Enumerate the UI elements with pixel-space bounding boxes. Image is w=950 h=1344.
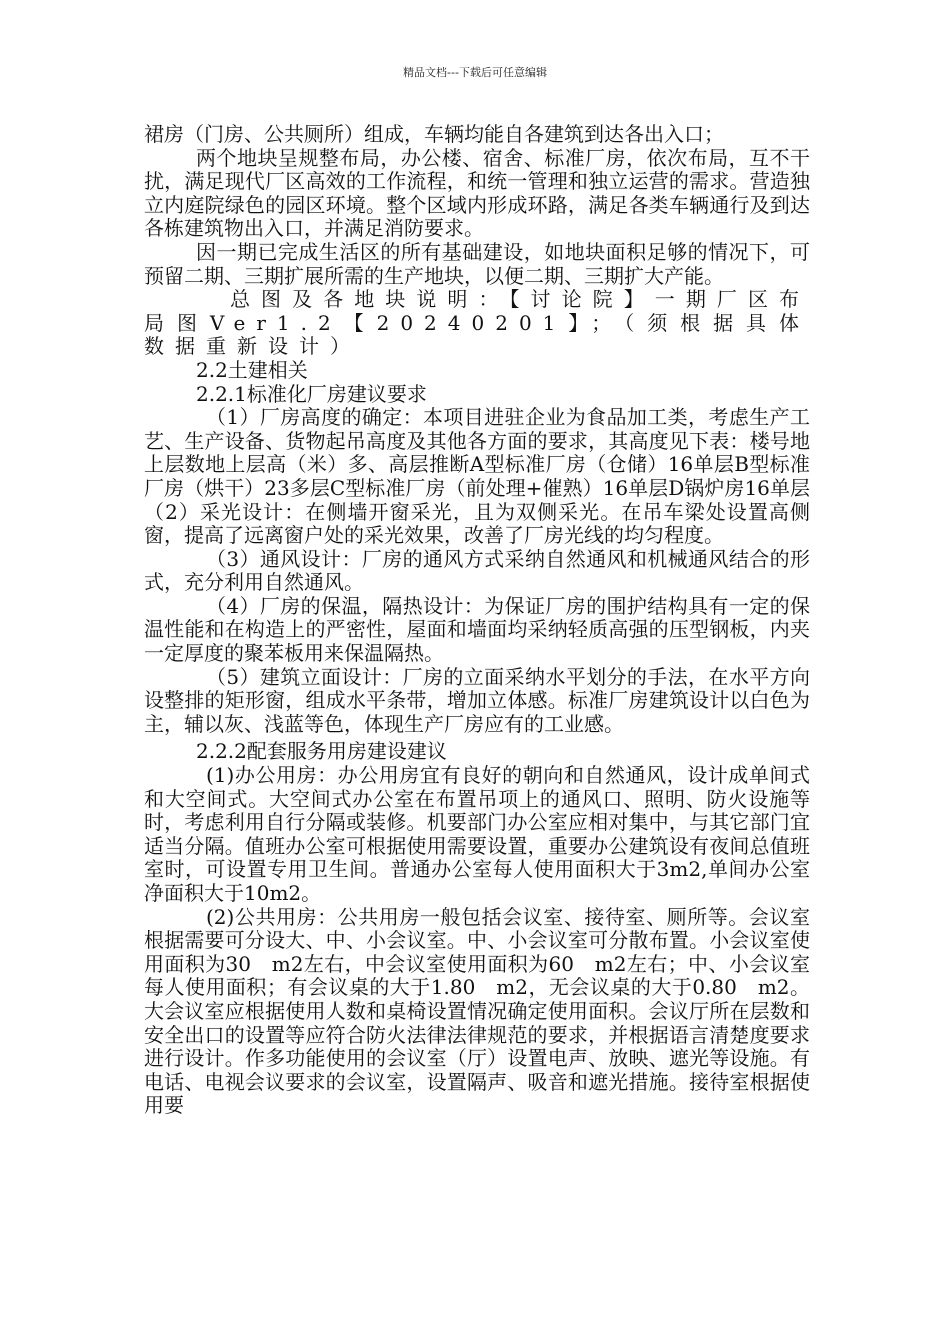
paragraph-office: (1)办公用房：办公用房宜有良好的朝向和自然通风，设计成单间式和大空间式。大空间式办公室在布置吊项上的通风口、照明、防火设施等时，考虑利用自行分隔或装修。机要部门办公室应相对集中，与其它部门宜适当分隔。值班办公室可根据使用需要设置，重要办公建筑设有夜间总值班室时，可设置专用卫生间。普通办公室每人使用面积大于3m2,单间办公室净面积大于10m2。 [144, 763, 810, 905]
section-heading-2-2: 2.2土建相关 [196, 357, 308, 382]
paragraph-public-rooms: (2)公共用房：公共用房一般包括会议室、接待室、厕所等。会议室根据需要可分设大、中、小会议室。中、小会议室可分散布置。小会议室使用面积为30 m2左右，中会议室使用面积为60 m2左右；中、小会议室每人使用面积；有会议桌的大于1.80 m2，无会议桌的大于0.80 m2。大会议室应根据使用人数和桌椅设置情况确定使用面积。会议厅所在层数和安全出口的设置等应符合防火法律法律规范的要求，并根据语言清楚度要求进行设计。作多功能使用的会议室（厅）设置电声、放映、遮光等设施。有电话、电视会议要求的会议室，设置隔声、吸音和遮光措施。接待室根据使用要 [144, 904, 810, 1118]
paragraph-site-plan-note: 总图及各地块说明：【讨论院】一期厂区布局图Ver1.2【20240201】；（须根据具体数据重新设计） [144, 287, 810, 359]
paragraph-continuation: 裙房（门房、公共厕所）组成，车辆均能自各建筑到达各出入口； [144, 122, 724, 146]
paragraph-facade: （5）建筑立面设计：厂房的立面采纳水平划分的手法，在水平方向设整排的矩形窗，组成水平条带，增加立体感。标准厂房建筑设计以白色为主，辅以灰、浅蓝等色，体现生产厂房应有的工业感。 [144, 664, 810, 736]
document-body [144, 123, 810, 1118]
paragraph-insulation: （4）厂房的保温，隔热设计：为保证厂房的围护结构具有一定的保温性能和在构造上的严密性，屋面和墙面均采纳轻质高强的压型钢板，内夹一定厚度的聚苯板用来保温隔热。 [144, 593, 810, 666]
section-heading-2-2-2: 2.2.2配套服务用房建设建议 [196, 739, 447, 764]
paragraph-ventilation: （3）通风设计：厂房的通风方式采纳自然通风和机械通风结合的形式，充分利用自然通风。 [144, 546, 810, 595]
paragraph-layout: 两个地块呈规整布局，办公楼、宿舍、标准厂房，依次布局，互不干扰，满足现代厂区高效的工作流程，和统一管理和独立运营的需求。营造独立内庭院绿色的园区环境。整个区域内形成环路，满足各类车辆通行及到达各栋建筑物出入口，并满足消防要求。 [144, 145, 810, 241]
paragraph-height-lighting: （1）厂房高度的确定：本项目进驻企业为食品加工类，考虑生产工艺、生产设备、货物起吊高度及其他各方面的要求，其高度见下表：楼号地上层数地上层高（米）多、高层推断A型标准厂房（仓储）16单层B型标准厂房（烘干）23多层C型标准厂房（前处理+催熟）16单层D锅炉房16单层（2）采光设计：在侧墙开窗采光，且为双侧采光。在吊车梁处设置高侧窗，提高了远离窗户处的采光效果，改善了厂房光线的均匀程度。 [144, 405, 810, 548]
section-heading-2-2-1: 2.2.1标准化厂房建议要求 [196, 381, 427, 406]
paragraph-phase: 因一期已完成生活区的所有基础建设，如地块面积足够的情况下，可预留二期、三期扩展所需的生产地块，以便二期、三期扩大产能。 [144, 239, 810, 288]
page-header: 精品文档---下载后可任意编辑 [403, 66, 547, 79]
